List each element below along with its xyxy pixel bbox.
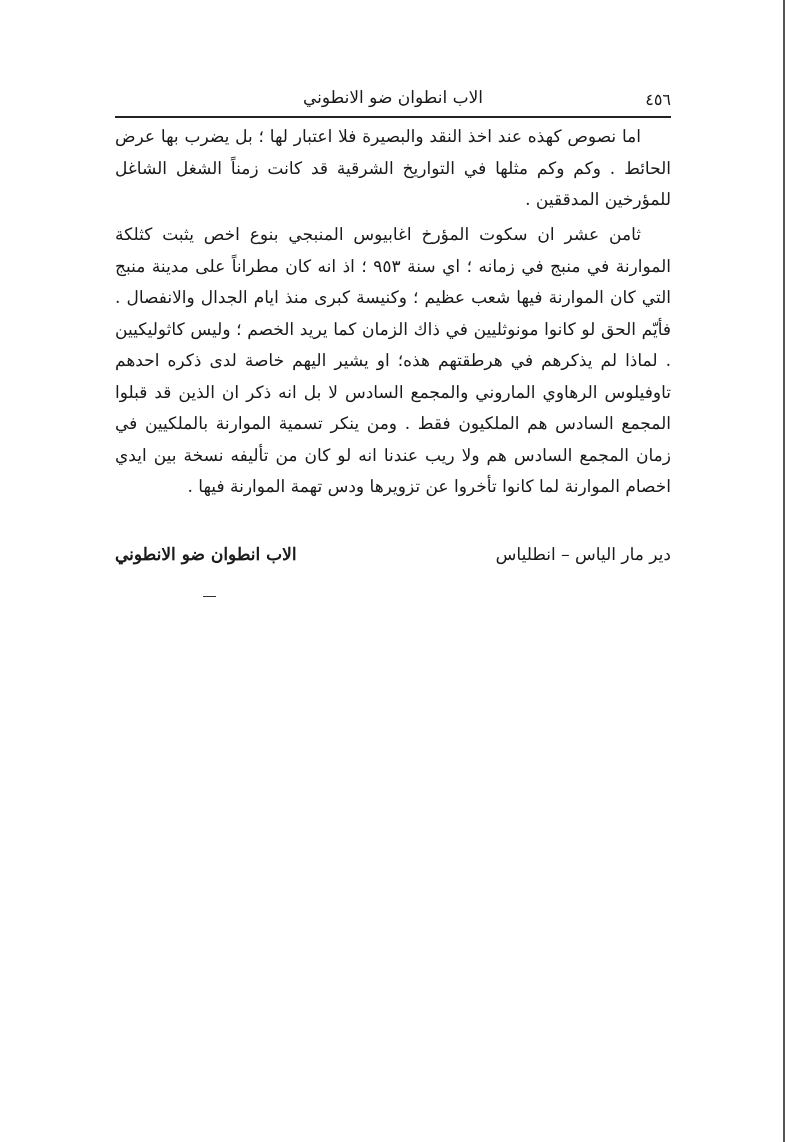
signature-place: دير مار الياس – انطلياس (495, 545, 671, 565)
signature-row (115, 545, 671, 575)
running-header (115, 86, 671, 116)
page-number: ٤٥٦ (645, 90, 671, 109)
body-paragraph-2: ثامن عشر ان سكوت المؤرخ اغابيوس المنبجي بنوع اخص يثبت كثلكة الموارنة في منبج في زمانه ؛ اي سنة ٩٥٣ ؛ اذ انه كان مطراناً على مدينة منبج التي كان الموارنة فيها شعب عظيم ؛ وكنيسة كبرى منذ ايام الجدال والانفصال . فأيّم الحق لو كانوا مونوثليين في ذاك الزمان كما يريد الخصم ؛ وليس كاثوليكيين . لماذا لم يذكرهم في هرطقتهم هذه؛ او يشير اليهم خاصة لدى ذكره احدهم تاوفيلوس الرهاوي الماروني والمجمع السادس لا بل انه ذكر ان الذين قد قبلوا المجمع السادس هم الملكيون فقط . ومن ينكر تسمية الموارنة بالملكيين في زمان المجمع السادس هم ولا ريب عندنا انه لو كان من تأليفه نسخة بين ايدي اخصام الموارنة لما كانوا تأخروا عن تزويرها ودس تهمة الموارنة فيها . (115, 225, 672, 497)
body-paragraph-1: اما نصوص كهذه عند اخذ النقد والبصيرة فلا اعتبار لها ؛ بل يضرب بها عرض الحائط . وكم وكم مثلها في التواريخ الشرقية قد كانت زمناً الشغل الشاغل للمؤرخين المدققين . (115, 127, 671, 210)
header-rule (115, 116, 671, 118)
running-title: الاب انطوان ضو الانطوني (302, 88, 484, 108)
end-mark (203, 596, 216, 597)
signature-author: الاب انطوان ضو الانطوني (115, 545, 297, 565)
